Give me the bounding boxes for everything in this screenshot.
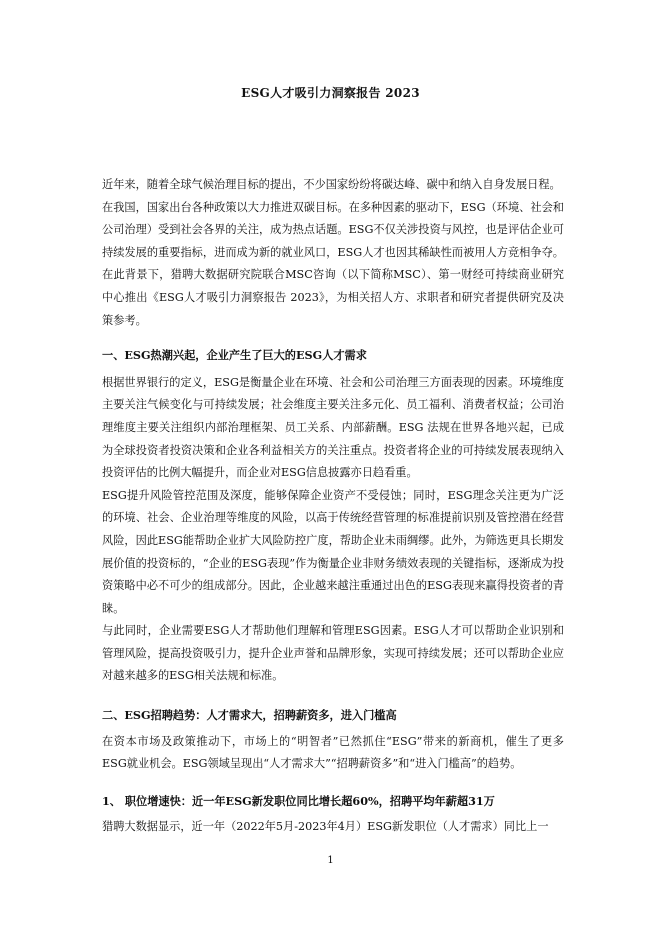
section-heading-1: 一、ESG热潮兴起，企业产生了巨大的ESG人才需求	[102, 348, 367, 363]
subsection-heading-1: 1、 职位增速快：近一年ESG新发职位同比增长超60%，招聘平均年薪超31万	[102, 793, 495, 808]
document-body	[102, 174, 564, 839]
intro-paragraph-2: 在我国，国家出台各种政策以大力推进双碳目标。在多种因素的驱动下，ESG（环境、社会和公司治理）受到社会各界的关注，成为热点话题。ESG不仅关涉投资与风控，也是评估企业可持续发展的重要指标，进而成为新的就业风口，ESG人才也因其稀缺性而被用人方竞相争夺。在此背景下，猎聘大数据研究院联合MSC咨询（以下简称MSC）、第一财经可持续商业研究中心推出《ESG人才吸引力洞察报告 2023》，为相关招人方、求职者和研究者提供研究及决策参考。	[102, 200, 564, 327]
page-title: ESG人才吸引力洞察报告 2023	[241, 86, 420, 100]
section-1-paragraph-1: 根据世界银行的定义，ESG是衡量企业在环境、社会和公司治理三方面表现的因素。环境维度主要关注气候变化与可持续发展；社会维度主要关注多元化、员工福利、消费者权益；公司治理维度主要关注组织内部治理框架、员工关系、内部薪酬。ESG 法规在世界各地兴起，已成为全球投资者投资决策和企业各利益相关方的关注重点。投资者将企业的可持续发展表现纳入投资评估的比例大幅提升，而企业对ESG信息披露亦日趋看重。	[102, 375, 564, 480]
section-1-paragraph-2: ESG提升风险管控范围及深度，能够保障企业资产不受侵蚀；同时，ESG理念关注更为广泛的环境、社会、企业治理等维度的风险，以高于传统经营管理的标准提前识别及管控潜在经营风险，因此ESG能帮助企业扩大风险防控广度，帮助企业未雨绸缪。此外，为筛选更具长期发展价值的投资标的，“企业的ESG表现”作为衡量企业非财务绩效表现的关键指标，逐渐成为投资策略中必不可少的组成部分。因此，企业越来越注重通过出色的ESG表现来赢得投资者的青睐。	[102, 488, 564, 615]
page-number: 1	[327, 855, 334, 866]
section-2-paragraph-1: 在资本市场及政策推动下，市场上的“明智者”已然抓住“ESG”带来的新商机，催生了更多ESG就业机会。ESG领域呈现出“人才需求大”“招聘薪资多”和“进入门槛高”的趋势。	[102, 734, 564, 771]
section-heading-2: 二、ESG招聘趋势：人才需求大，招聘薪资多，进入门槛高	[102, 708, 397, 723]
subsection-1-paragraph-1: 猎聘大数据显示，近一年（2022年5月-2023年4月）ESG新发职位（人才需求）同比上一	[102, 820, 549, 834]
intro-paragraph-1: 近年来，随着全球气候治理目标的提出，不少国家纷纷将碳达峰、碳中和纳入自身发展日程。	[102, 178, 561, 191]
section-1-paragraph-3: 与此同时，企业需要ESG人才帮助他们理解和管理ESG因素。ESG人才可以帮助企业识别和管理风险，提高投资吸引力，提升企业声誉和品牌形象，实现可持续发展；还可以帮助企业应对越来越多的ESG相关法规和标准。	[102, 624, 564, 683]
